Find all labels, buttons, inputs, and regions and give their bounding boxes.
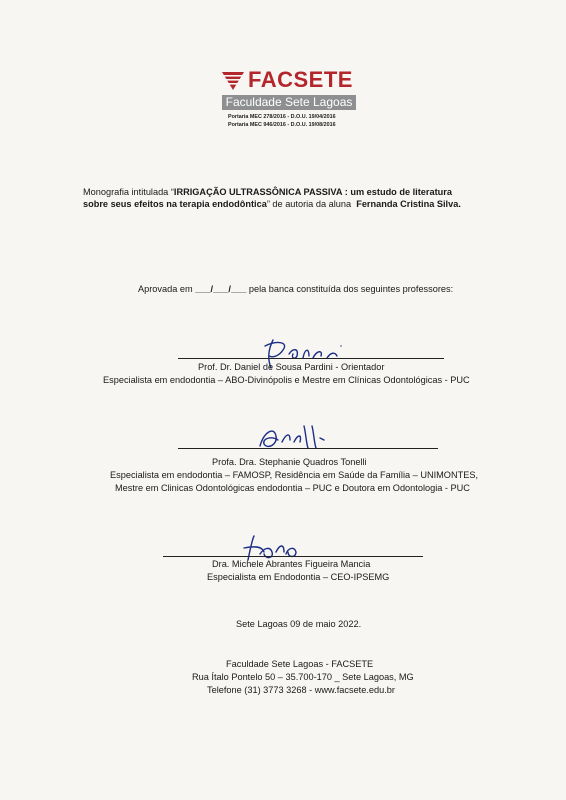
member-2-credentials-line-1: Especialista em endodontia – FAMOSP, Residência em Saúde da Família – UNIMONTES, (110, 470, 479, 480)
approval-suffix: pela banca constituída dos seguintes professores: (248, 284, 454, 294)
signature-line-1 (178, 358, 444, 359)
logo-header (222, 66, 356, 94)
signature-line-3 (163, 556, 423, 557)
intro-prefix: Monografia intitulada “ (83, 187, 174, 197)
footer-address: Rua Ítalo Pontelo 50 – 35.700-170 _ Sete Lagoas, MG (192, 672, 414, 682)
logo-portaria-1: Portaria MEC 278/2016 - D.O.U. 19/04/2016 (228, 114, 336, 120)
approval-line (138, 283, 453, 296)
logo-portaria-2: Portaria MEC 946/2016 - D.O.U. 19/08/2016 (228, 122, 336, 128)
facsete-mark-icon (222, 70, 244, 92)
footer-phone-website: Telefone (31) 3773 3268 - www.facsete.edu.br (207, 685, 395, 695)
signature-line-2 (178, 448, 438, 449)
signature-2 (254, 422, 334, 456)
approval-prefix: Aprovada em (138, 284, 193, 294)
monograph-intro-line-2 (83, 198, 461, 211)
facsete-logo (222, 66, 356, 136)
member-1-credentials: Especialista em endodontia – ABO-Divinópolis e Mestre em Clínicas Odontológicas - PUC (103, 375, 470, 385)
author-name: Fernanda Cristina Silva. (356, 199, 461, 209)
member-2-credentials-line-2: Mestre em Clinicas Odontológicas endodontia – PUC e Doutora em Odontologia - PUC (115, 483, 470, 493)
intro-suffix: ” de autoria da aluna (266, 199, 352, 209)
logo-name: FACSETE (248, 67, 353, 92)
member-3-credentials: Especialista em Endodontia – CEO-IPSEMG (207, 572, 390, 582)
footer-institution: Faculdade Sete Lagoas - FACSETE (226, 659, 374, 669)
logo-subtitle: Faculdade Sete Lagoas (222, 95, 356, 110)
monograph-title-part-1: IRRIGAÇÃO ULTRASSÔNICA PASSIVA : um estudo de literatura (173, 187, 452, 197)
approval-date-blank: ___/___/___ (195, 284, 247, 294)
monograph-title-part-2: sobre seus efeitos na terapia endodôntica (83, 199, 267, 209)
member-2-name: Profa. Dra. Stephanie Quadros Tonelli (212, 457, 367, 467)
member-3-name: Dra. Michele Abrantes Figueira Mancia (212, 559, 371, 569)
place-and-date: Sete Lagoas 09 de maio 2022. (236, 619, 362, 629)
member-1-name: Prof. Dr. Daniel de Sousa Pardini - Orientador (198, 362, 385, 372)
